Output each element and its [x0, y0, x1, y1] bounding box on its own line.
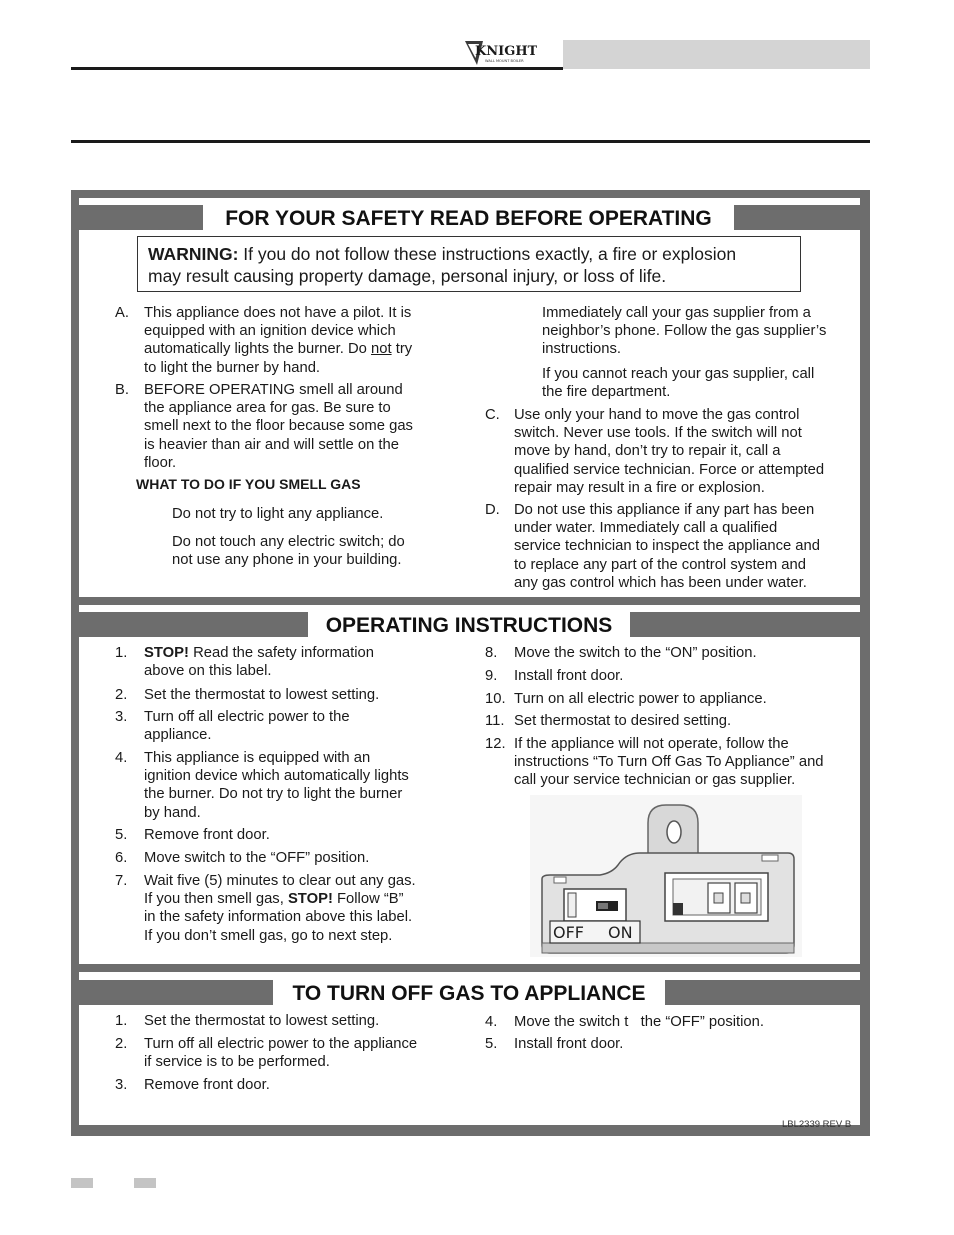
item-line: This appliance does not have a pilot. It is: [144, 305, 412, 321]
stop-emphasis: STOP!: [144, 645, 189, 661]
safety-title: FOR YOUR SAFETY READ BEFORE OPERATING: [203, 205, 734, 230]
item-line: equipped with an ignition device which: [144, 323, 396, 340]
step-key: 3.: [115, 1077, 128, 1093]
item-line: BEFORE OPERATING smell all around: [144, 382, 403, 398]
step-line: This appliance is equipped with an: [144, 750, 371, 766]
step-line: by hand.: [144, 804, 201, 821]
step-line: Set the thermostat to lowest setting.: [144, 687, 380, 703]
logo-wordmark: KNIGHT: [475, 44, 537, 59]
item-line: to light the burner by hand.: [144, 359, 321, 376]
item-line: under water. Immediately call a qualified: [514, 520, 778, 537]
step-key: 5.: [115, 827, 128, 843]
step-key: 2.: [115, 687, 128, 703]
step-line: instructions “To Turn Off Gas To Appliance” and: [514, 754, 824, 771]
item-line: is heavier than air and will settle on the: [144, 436, 399, 453]
step-key: 2.: [115, 1036, 128, 1052]
warning-text: If you do not follow these instructions exactly, a fire or explosion: [238, 244, 737, 264]
switch-on-label: ON: [608, 923, 633, 942]
item-line: Do not use this appliance if any part has been: [514, 502, 815, 518]
item-line: try: [391, 341, 413, 358]
step-line: If the appliance will not operate, follow the: [514, 736, 789, 752]
warning-text: may result causing property damage, personal injury, or loss of life.: [148, 266, 667, 286]
knight-logo: [463, 38, 537, 68]
smell-gas-line: Immediately call your gas supplier from a: [542, 305, 811, 321]
smell-gas-line: the fire department.: [542, 384, 671, 401]
item-line: to replace any part of the control system and: [514, 556, 806, 573]
step-line: Turn off all electric power to the appliance: [144, 1036, 418, 1052]
step-line: If you then smell gas,: [144, 891, 288, 908]
header-gray-bar: [563, 40, 870, 69]
item-line: move by hand, don’t try to repair it, call a: [514, 443, 781, 460]
step-line: ignition device which automatically lights: [144, 768, 409, 785]
step-key: 12.: [485, 736, 506, 752]
step-key: 10.: [485, 691, 506, 707]
switch-off-label: OFF: [553, 923, 584, 942]
operating-title-band: [79, 612, 860, 637]
smell-gas-line: instructions.: [542, 341, 621, 358]
warning-lead: WARNING:: [148, 244, 239, 264]
step-line: Follow “B”: [332, 891, 404, 908]
step-line: Set the thermostat to lowest setting.: [144, 1013, 380, 1029]
step-key: 4.: [485, 1014, 498, 1030]
step-line: Move the switch to the “ON” position.: [514, 645, 757, 661]
step-line: Turn off all electric power to the: [144, 709, 350, 725]
step-key: 4.: [115, 750, 128, 766]
warning-box: [137, 236, 801, 292]
item-line: repair may result in a fire or explosion.: [514, 479, 765, 496]
section-rule: [71, 140, 870, 143]
turnoff-title: TO TURN OFF GAS TO APPLIANCE: [273, 980, 665, 1005]
label-separator: [71, 597, 870, 605]
item-line: service technician to inspect the appliance and: [514, 538, 820, 555]
smell-gas-line: neighbor’s phone. Follow the gas supplier’s: [542, 323, 827, 340]
page-marker: [71, 1178, 93, 1188]
step-key: 5.: [485, 1036, 498, 1052]
smell-gas-heading: WHAT TO DO IF YOU SMELL GAS: [136, 476, 361, 492]
item-key: B.: [115, 382, 129, 398]
emphasis-not: not: [371, 341, 392, 358]
page-marker: [134, 1178, 156, 1188]
step-line: Read the safety information: [188, 645, 375, 661]
step-line: if service is to be performed.: [144, 1054, 330, 1071]
item-line: switch. Never use tools. If the switch will not: [514, 425, 802, 442]
item-line: automatically lights the burner. Do: [144, 341, 372, 358]
label-separator: [71, 964, 870, 972]
stop-emphasis: STOP!: [287, 891, 333, 908]
item-line: the appliance area for gas. Be sure to: [144, 400, 391, 417]
step-key: 3.: [115, 709, 128, 725]
smell-gas-step: Do not try to light any appliance.: [172, 506, 384, 522]
step-line: Remove front door.: [144, 1077, 270, 1093]
step-line: Install front door.: [514, 668, 624, 684]
step-line: If you don’t smell gas, go to next step.: [144, 927, 393, 944]
step-line: Install front door.: [514, 1036, 624, 1052]
step-line: call your service technician or gas supplier.: [514, 772, 796, 789]
step-line: Turn on all electric power to appliance.: [514, 691, 767, 707]
item-key: D.: [485, 502, 500, 518]
smell-gas-line: not use any phone in your building.: [172, 552, 402, 569]
smell-gas-step: [172, 533, 405, 569]
smell-gas-step: [542, 304, 826, 359]
safety-title-band: [79, 205, 860, 230]
item-key: A.: [115, 305, 129, 321]
item-key: C.: [485, 407, 500, 423]
step-line: Set thermostat to desired setting.: [514, 713, 732, 729]
logo-subtext: WALL MOUNT BOILER: [485, 59, 524, 63]
step-key: 11.: [485, 713, 505, 729]
step-key: 1.: [115, 645, 128, 661]
step-line: appliance.: [144, 727, 212, 744]
step-line: the burner. Do not try to light the burner: [144, 786, 403, 803]
step-key: 7.: [115, 873, 128, 889]
step-line: Move switch to the “OFF” position.: [144, 850, 370, 866]
step-key: 6.: [115, 850, 128, 866]
label-code: LBL2339 REV B: [782, 1119, 852, 1130]
item-line: Use only your hand to move the gas control: [514, 407, 800, 423]
step-key: 8.: [485, 645, 498, 661]
step-line: Remove front door.: [144, 827, 270, 843]
step-key: 9.: [485, 668, 498, 684]
step-line: above on this label.: [144, 663, 272, 680]
step-line: Wait five (5) minutes to clear out any gas.: [144, 873, 416, 889]
step-line: Move the switch t the “OFF” position.: [514, 1014, 764, 1030]
item-line: floor.: [144, 454, 177, 471]
gas-control-switch-illustration: [530, 795, 802, 957]
item-line: qualified service technician. Force or attempted: [514, 461, 825, 478]
item-line: any gas control which has been under water.: [514, 574, 807, 591]
step-line: in the safety information above this label.: [144, 909, 413, 926]
smell-gas-line: If you cannot reach your gas supplier, call: [542, 366, 815, 382]
turnoff-title-band: [79, 980, 860, 1005]
smell-gas-line: Do not touch any electric switch; do: [172, 534, 405, 550]
smell-gas-step: [542, 365, 814, 401]
operating-title: OPERATING INSTRUCTIONS: [308, 612, 630, 637]
step-key: 1.: [115, 1013, 128, 1029]
item-line: smell next to the floor because some gas: [144, 418, 413, 435]
